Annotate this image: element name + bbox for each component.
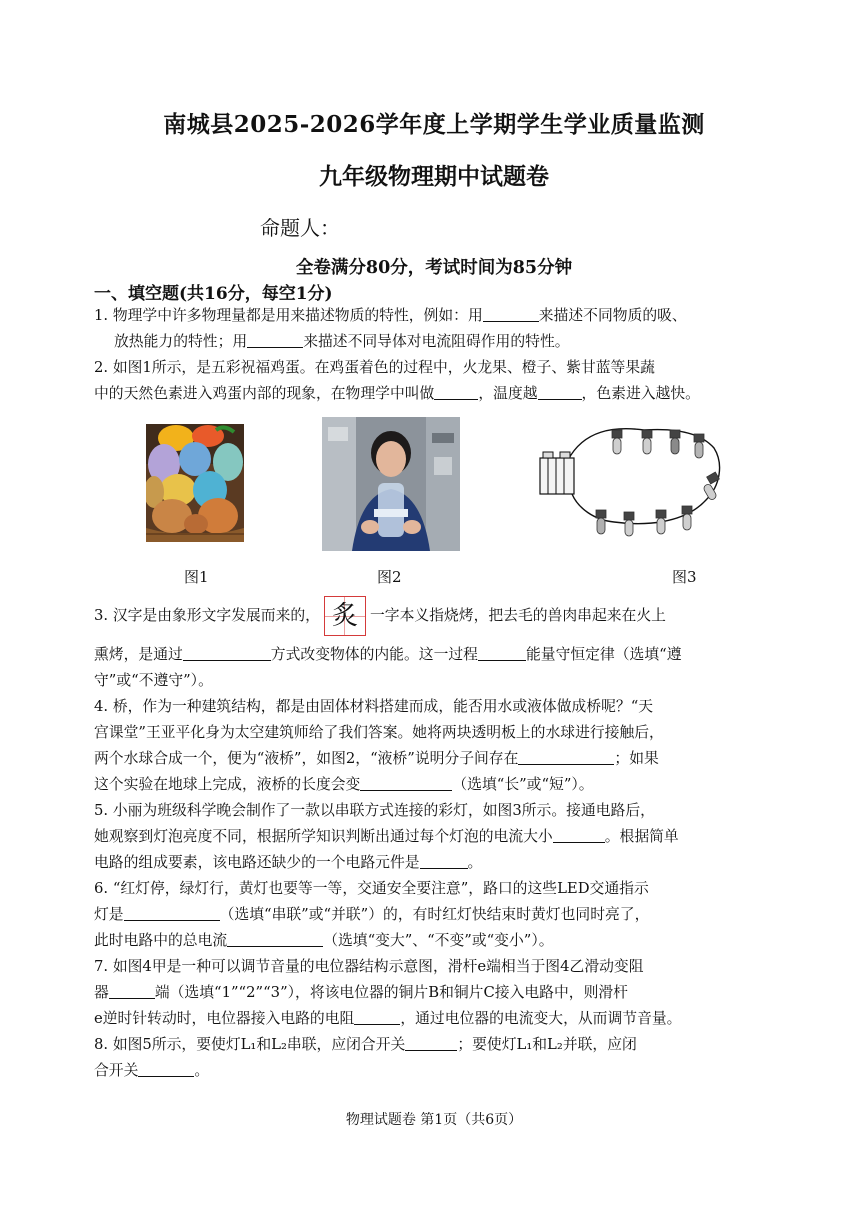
question-6-line-3: 此时电路中的总电流 （选填“变大”、“不变”或“变小”）。 [94,928,784,954]
question-4-line-4: 这个实验在地球上完成，液桥的长度会变 （选填“长”或“短”）。 [94,772,784,798]
answer-blank[interactable] [478,643,526,661]
question-2-line-1: 2. 如图1所示，是五彩祝福鸡蛋。在鸡蛋着色的过程中，火龙果、橙子、紫甘蓝等果蔬 [94,359,655,376]
answer-blank[interactable] [434,382,478,400]
answer-blank[interactable] [420,851,468,869]
figure-3-caption: 图3 [672,568,697,586]
battery-icon [540,452,574,494]
questions-1-2 [94,303,784,407]
exam-subtitle: 九年级物理期中试题卷 [319,163,549,190]
figure-1-caption: 图1 [184,568,209,586]
question-7-line-1: 7. 如图4甲是一种可以调节音量的电位器结构示意图，滑杆e端相当于图4乙滑动变阻 [94,958,644,975]
answer-blank[interactable] [138,1059,194,1077]
answer-blank[interactable] [483,304,539,322]
figure-2-caption: 图2 [377,568,402,586]
question-3-line-3: 守”或“不遵守”）。 [94,672,213,689]
question-6-line-2: 灯是 （选填“串联”或“并联”）的，有时红灯快结束时黄灯也同时亮了， [94,902,784,928]
answer-blank[interactable] [109,981,155,999]
question-3-line-2: 熏烤，是通过 方式改变物体的内能。这一过程 能量守恒定律（选填“遵 [94,642,784,668]
answer-blank[interactable] [247,330,303,348]
score-info: 全卷满分80分，考试时间为85分钟 [295,258,573,278]
answer-blank[interactable] [405,1033,457,1051]
answer-blank[interactable] [538,382,582,400]
question-3 [94,594,784,638]
glyph-zhi-icon: 炙 [324,596,366,636]
question-5-line-1: 5. 小丽为班级科学晚会制作了一款以串联方式连接的彩灯，如图3所示。接通电路后， [94,802,655,819]
question-3-line-1: 3. 汉字是由象形文字发展而来的， 炙 一字本义指烧烤，把去毛的兽肉串起来在火上 [94,594,784,638]
figure-3-series-lights [524,424,730,542]
answer-blank[interactable] [360,773,452,791]
question-7-line-3: e逆时针转动时，电位器接入电路的电阻 ，通过电位器的电流变大，从而调节音量。 [94,1006,784,1032]
questions-3-to-8 [94,642,784,1084]
answer-blank[interactable] [553,825,605,843]
question-1-line-2: 放热能力的特性；用 来描述不同导体对电流阻碍作用的特性。 [94,329,784,355]
page-footer: 物理试题卷 第1页（共6页） [345,1112,523,1128]
question-5-line-2: 她观察到灯泡亮度不同，根据所学知识判断出通过每个灯泡的电流大小 。根据简单 [94,824,784,850]
answer-blank[interactable] [518,747,614,765]
question-8-line-1: 8. 如图5所示，要使灯L₁和L₂串联，应闭合开关 ；要使灯L₁和L₂并联，应闭 [94,1032,784,1058]
answer-blank[interactable] [354,1007,400,1025]
question-5-line-3: 电路的组成要素，该电路还缺少的一个电路元件是 。 [94,850,784,876]
author-label: 命题人： [260,216,340,240]
figure-2-liquid-bridge [322,417,460,551]
answer-blank[interactable] [183,643,271,661]
answer-blank[interactable] [124,903,220,921]
question-7-line-2: 器 端（选填“1”“2”“3”），将该电位器的铜片B和铜片C接入电路中，则滑杆 [94,980,784,1006]
question-6-line-1: 6. “红灯停，绿灯行，黄灯也要等一等，交通安全要注意”，路口的这些LED交通指示 [94,880,649,897]
question-4-line-3: 两个水球合成一个，便为“液桥”，如图2，“液桥”说明分子间存在 ；如果 [94,746,784,772]
question-1-line-1: 1. 物理学中许多物理量都是用来描述物质的特性，例如：用 来描述不同物质的吸、 [94,303,784,329]
exam-title: 南城县2025-2026学年度上学期学生学业质量监测 [163,111,705,138]
answer-blank[interactable] [227,929,323,947]
question-4-line-2: 宫课堂”王亚平化身为太空建筑师给了我们答案。她将两块透明板上的水球进行接触后， [94,724,664,741]
figure-1-colored-eggs [146,424,244,542]
question-4-line-1: 4. 桥，作为一种建筑结构，都是由固体材料搭建而成，能否用水或液体做成桥呢？“天 [94,698,654,715]
section-heading: 一、填空题(共16分，每空1分) [94,284,333,304]
question-8-line-2: 合开关 。 [94,1058,784,1084]
question-2-line-2: 中的天然色素进入鸡蛋内部的现象，在物理学中叫做 ，温度越 ，色素进入越快。 [94,381,784,407]
